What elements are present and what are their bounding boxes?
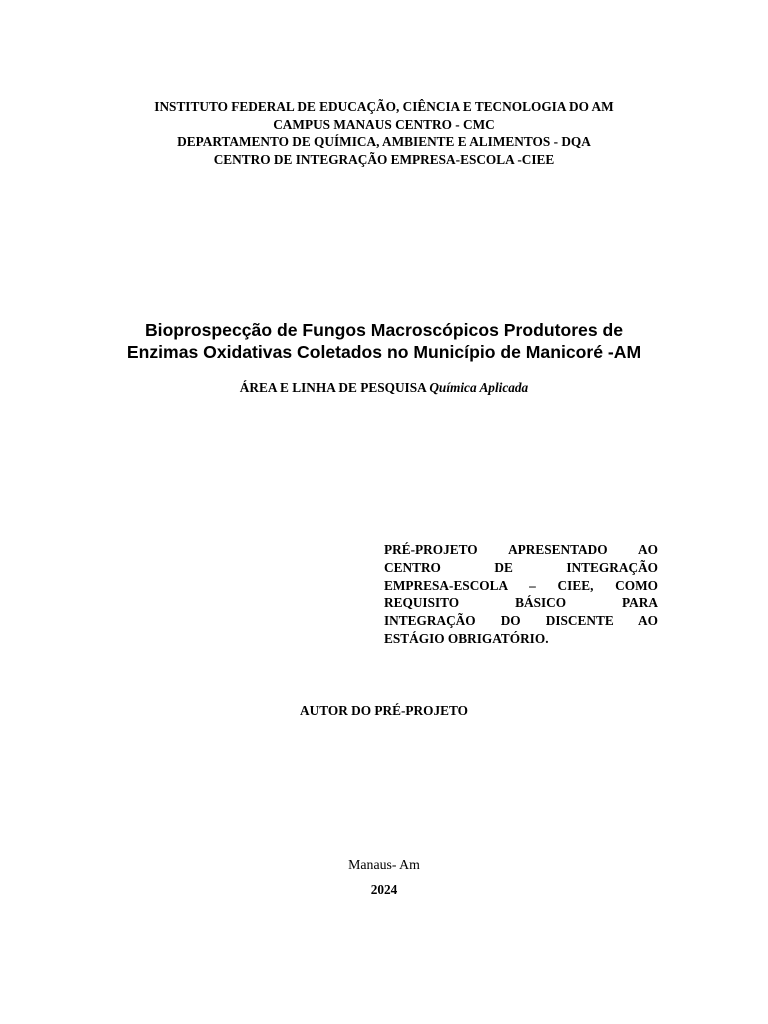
integration-center-name: CENTRO DE INTEGRAÇÃO EMPRESA-ESCOLA -CIEE xyxy=(213,151,555,167)
city-location: Manaus- Am xyxy=(348,857,420,872)
research-area-value: Química Aplicada xyxy=(429,380,529,395)
title-line-1: Bioprospecção de Fungos Macroscópicos Produtores de xyxy=(144,320,624,340)
pre-project-line-2: CENTRO DE INTEGRAÇÃO xyxy=(384,559,658,575)
institution-header xyxy=(60,98,708,168)
document-year: 2024 xyxy=(370,882,398,897)
research-area xyxy=(60,379,708,396)
pre-project-line-3: EMPRESA-ESCOLA – CIEE, COMO xyxy=(384,577,658,593)
pre-project-line-4: REQUISITO BÁSICO PARA xyxy=(384,595,658,611)
pre-project-line-5: INTEGRAÇÃO DO DISCENTE AO xyxy=(384,613,658,629)
author-label: AUTOR DO PRÉ-PROJETO xyxy=(300,703,468,718)
document-title xyxy=(60,320,708,363)
institution-name: INSTITUTO FEDERAL DE EDUCAÇÃO, CIÊNCIA E TECNOLOGIA DO AM xyxy=(154,99,614,114)
pre-project-statement xyxy=(384,541,658,648)
research-area-label: ÁREA E LINHA DE PESQUISA xyxy=(239,380,426,395)
pre-project-line-6: ESTÁGIO OBRIGATÓRIO. xyxy=(384,630,549,646)
title-line-2: Enzimas Oxidativas Coletados no Município de Manicoré -AM xyxy=(126,341,642,362)
department-name: DEPARTAMENTO DE QUÍMICA, AMBIENTE E ALIMENTOS - DQA xyxy=(177,134,591,149)
pre-project-line-1: PRÉ-PROJETO APRESENTADO AO xyxy=(384,542,658,557)
campus-name: CAMPUS MANAUS CENTRO - CMC xyxy=(273,116,495,132)
